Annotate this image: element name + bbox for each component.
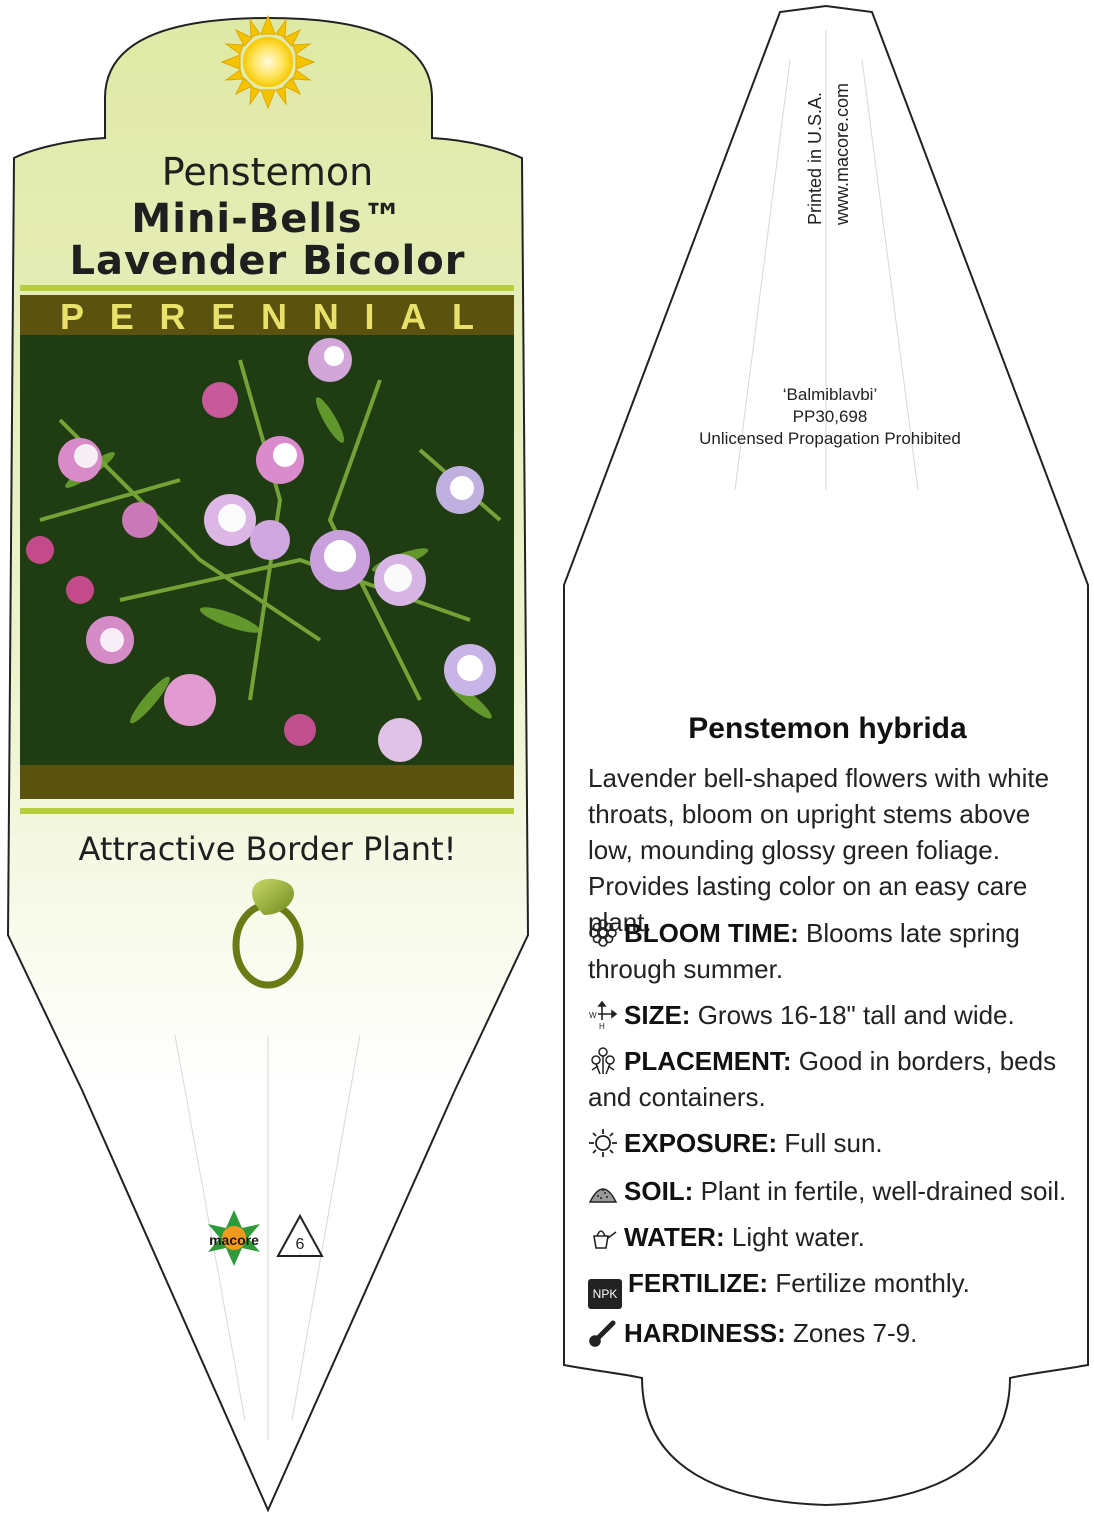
olive-band-bottom [20,765,514,799]
attribute-label: BLOOM TIME: [624,918,799,948]
attribute-label: PLACEMENT: [624,1046,792,1076]
cultivar-name-line2: Lavender Bicolor [69,238,466,284]
attribute-text: Plant in fertile, well-drained soil. [700,1176,1067,1206]
npk-icon: NPK [588,1279,622,1309]
thermometer-icon [588,1318,618,1348]
category-letter: E [211,296,236,337]
category-letter: I [364,296,375,337]
attribute-size [588,997,1078,1033]
propagation-notice: Unlicensed Propagation Prohibited [699,429,961,448]
placement-plants-icon [588,1046,618,1076]
size-h-letter: H [599,1022,605,1030]
attribute-fertilize [588,1265,1078,1309]
attribute-text: Fertilize monthly. [775,1268,970,1298]
attribute-label: WATER: [624,1222,725,1252]
category-letter: L [451,296,474,337]
sun-icon [588,1128,618,1158]
watering-can-icon [588,1222,618,1252]
size-w-letter: W [589,1011,597,1020]
category-letter: A [400,296,427,337]
attribute-exposure [588,1125,1078,1161]
category-perennial [20,298,514,336]
tagline: Attractive Border Plant! [78,830,457,868]
attribute-bloom-time [588,915,1078,987]
attribute-text: Zones 7-9. [793,1318,918,1348]
lime-stripe-top [20,285,514,291]
category-letter: N [260,296,287,337]
attribute-text: Blooms late spring through summer. [588,918,1020,984]
website: www.macore.com [832,82,852,225]
variety-name: ‘Balmiblavbi’ [782,385,878,404]
attribute-hardiness [588,1315,1078,1351]
category-letter: N [312,296,339,337]
attribute-label: EXPOSURE: [624,1128,778,1158]
printed-in: Printed in U.S.A. [805,91,825,225]
patent-number: PP30,698 [792,407,868,426]
attribute-text: Full sun. [784,1128,883,1158]
attribute-label: SIZE: [624,1000,691,1030]
attribute-water [588,1219,1078,1255]
attribute-label: SOIL: [624,1176,694,1206]
category-letter: P [60,296,85,337]
attribute-text: Good in borders, beds and containers. [588,1046,1057,1112]
category-letter: E [109,296,134,337]
sun-graphic [222,16,314,108]
genus-name: Penstemon [161,150,374,194]
plant-photo [20,335,514,765]
attribute-label: HARDINESS: [624,1318,786,1348]
brand-name: macore [209,1232,259,1248]
category-letter: R [159,296,186,337]
attribute-text: Light water. [731,1222,865,1252]
cultivar-name-line1: Mini-Bells™ [131,196,404,242]
description: Lavender bell-shaped flowers with white throats, bloom on upright stems above low, mounding glossy green foliage. Provides lasting color on an easy care plant. [588,763,1050,937]
flower-icon [588,918,618,948]
attribute-placement [588,1043,1078,1115]
lime-stripe-bottom [20,808,514,814]
soil-pile-icon [588,1176,618,1206]
attribute-label: FERTILIZE: [628,1268,769,1298]
species-name: Penstemon hybrida [688,712,967,745]
recycle-code: 6 [295,1236,305,1253]
size-arrows-icon [588,1000,618,1030]
attribute-text: Grows 16-18" tall and wide. [697,1000,1015,1030]
attribute-soil [588,1173,1078,1209]
